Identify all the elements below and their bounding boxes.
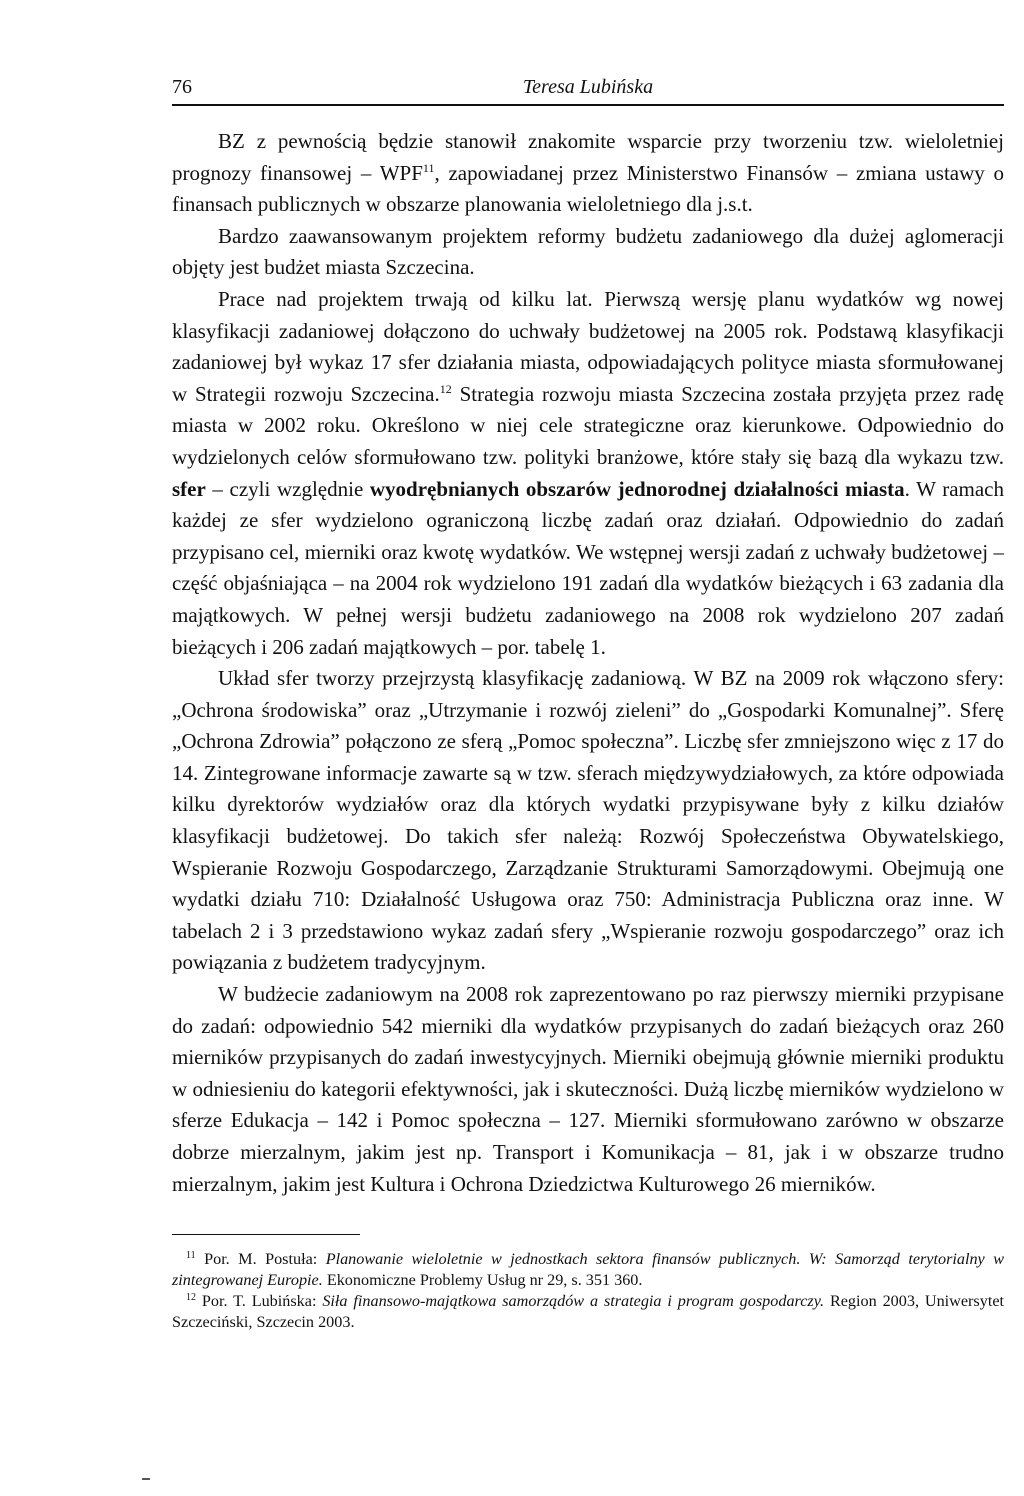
page-number: 76 [172, 76, 192, 98]
scan-mark [142, 1478, 150, 1480]
paragraph-4: Układ sfer tworzy przejrzystą klasyfikację zadaniową. W BZ na 2009 rok włączono sfery: „Ochrona środowiska” oraz „Utrzymanie i rozwój zieleni” do „Gospodarki Komunalnej”. Sferę „Ochrona Zdrowia” połączono ze sferą „Pomoc społeczna”. Liczbę sfer zmniejszono więc z 17 do 14. Zintegrowane informacje zawarte są w tzw. sferach międzywydziałowych, za które odpowiada kilku dyrektorów wydziałów oraz dla których wydatki przypisywane były z kilku działów klasyfikacji budżetowej. Do takich sfer należą: Rozwój Społeczeństwa Obywatelskiego, Wspieranie Rozwoju Gospodarczego, Zarządzanie Strukturami Samorządowymi. Obejmują one wydatki działu 710: Działalność Usługowa oraz 750: Administracja Publiczna oraz inne. W tabelach 2 i 3 przedstawiono wykaz zadań sfery „Wspieranie rozwoju gospodarczego” oraz ich powiązania z budżetem tradycyjnym. [172, 666, 1004, 975]
paragraph-1: BZ z pewnością będzie stanowił znakomite wsparcie przy tworzeniu tzw. wieloletniej prognozy finansowej – WPF$^{11}$, zapowiadanej przez Ministerstwo Finansów – zmiana ustawy o finansach publicznych w obszarze planowania wieloletniego dla j.s.t. [172, 129, 1004, 217]
running-header [172, 70, 1004, 104]
footnote-11: $^{11}$ Por. M. Postuła: Planowanie wieloletnie w jednostkach sektora finansów publicznych. W: Samorząd terytorialny w zintegrowanej Europie. Ekonomiczne Problemy Usług nr 29, s. 351 360. [172, 1250, 1004, 1290]
running-author: Teresa Lubińska [522, 76, 654, 98]
paragraph-3: Prace nad projektem trwają od kilku lat. Pierwszą wersję planu wydatków wg nowej klasyfikacji zadaniowej dołączono do uchwały budżetowej na 2005 rok. Podstawą klasyfikacji zadaniowej był wykaz 17 sfer działania miasta, odpowiadających polityce miasta sformułowanej w Strategii rozwoju Szczecina.$^{12}$ Strategia rozwoju miasta Szczecina została przyjęta przez radę miasta w 2002 roku. Określono w niej cele strategiczne oraz kierunkowe. Odpowiednio do wydzielonych celów sformułowano tzw. polityki branżowe, które stały się bazą dla wykazu tzw. sfer – czyli względnie wyodrębnianych obszarów jednorodnej działalności miasta. W ramach każdej ze sfer wydzielono ograniczoną liczbę zadań oraz działań. Odpowiednio do zadań przypisano cel, mierniki oraz kwotę wydatków. We wstępnej wersji zadań z uchwały budżetowej – część objaśniająca – na 2004 rok wydzielono 191 zadań dla wydatków bieżących i 63 zadania dla majątkowych. W pełnej wersji budżetu zadaniowego na 2008 rok wydzielono 207 zadań bieżących i 206 zadań majątkowych – por. tabelę 1. [172, 286, 1005, 659]
footnote-title: Siła finansowo-majątkowa samorządów a strategia i program gospodarczy. [322, 1292, 825, 1311]
paragraph-5: W budżecie zadaniowym na 2008 rok zaprezentowano po raz pierwszy mierniki przypisane do zadań: odpowiednio 542 mierniki dla wydatków przypisanych do zadań bieżących oraz 260 mierników przypisanych do zadań inwestycyjnych. Mierniki obejmują głównie mierniki produktu w odniesieniu do kategorii efektywności, jak i skuteczności. Dużą liczbę mierników wydzielono w sferze Edukacja – 142 i Pomoc społeczna – 127. Mierniki sformułowano zarówno w obszarze dobrze mierzalnym, jakim jest np. Transport i Komunikacja – 81, jak i w obszarze trudno mierzalnym, jakim jest Kultura i Ochrona Dziedzictwa Kulturowego 26 mierników. [172, 982, 1004, 1196]
body-text [172, 126, 1004, 1200]
footnote-12: $^{12}$ Por. T. Lubińska: Siła finansowo-majątkowa samorządów a strategia i program gospodarczy. Region 2003, Uniwersytet Szczeciński, Szczecin 2003. [172, 1292, 1005, 1332]
footnote-ref-12: 12 [439, 381, 452, 396]
bold-term-sfer: sfer [172, 476, 206, 501]
footnote-title: Planowanie wieloletnie w jednostkach sektora finansów publicznych. W: Samorząd terytorialny w zintegrowanej Europie. [172, 1250, 1004, 1290]
header-rule [172, 104, 1004, 106]
footnote-ref-11: 11 [422, 160, 435, 175]
footnote-number: 12 [186, 1292, 196, 1304]
footnote-rule [172, 1234, 360, 1235]
book-page [172, 70, 1004, 1333]
footnotes [172, 1249, 1004, 1333]
paragraph-2: Bardzo zaawansowanym projektem reformy budżetu zadaniowego dla dużej aglomeracji objęty jest budżet miasta Szczecina. [172, 223, 1004, 280]
bold-term-definition: wyodrębnianych obszarów jednorodnej działalności miasta [369, 476, 905, 501]
footnote-number: 11 [186, 1250, 196, 1262]
